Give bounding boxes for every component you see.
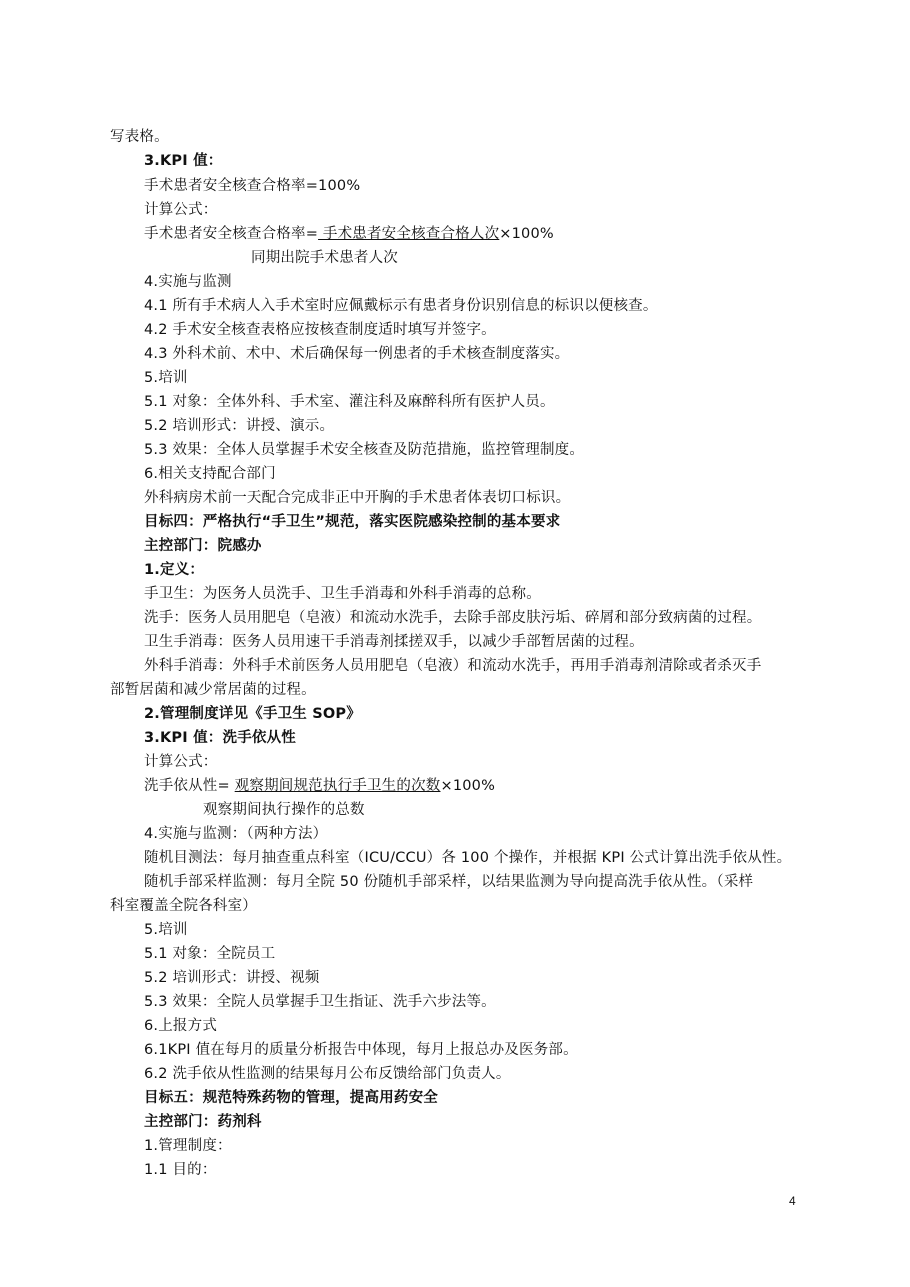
text-line: 1.管理制度：: [144, 1138, 232, 1154]
text-line: 5.3 效果：全院人员掌握手卫生指证、洗手六步法等。: [144, 994, 496, 1010]
text-line: 科室覆盖全院各科室）: [110, 898, 257, 914]
text-line: 同期出院手术患者人次: [251, 250, 398, 266]
heading-line: 目标四：严格执行“手卫生”规范，落实医院感染控制的基本要求: [144, 514, 561, 530]
text-line: 4.1 所有手术病人入手术室时应佩戴标示有患者身份识别信息的标识以便核查。: [144, 298, 658, 314]
heading-line: 主控部门：院感办: [144, 538, 262, 554]
page-number: 4: [789, 1194, 796, 1208]
text-line: 5.培训: [144, 922, 188, 938]
text-line: 5.2 培训形式：讲授、视频: [144, 970, 320, 986]
text-line: 随机目测法：每月抽查重点科室（ICU/CCU）各 100 个操作，并根据 KPI 公式计算出洗手依从性。: [144, 850, 792, 866]
formula-text: ×100%: [499, 226, 554, 242]
text-line: 4.2 手术安全核查表格应按核查制度适时填写并签字。: [144, 322, 496, 338]
text-line: 卫生手消毒：医务人员用速干手消毒剂揉搓双手，以减少手部暂居菌的过程。: [144, 634, 644, 650]
text-line: 6.相关支持配合部门: [144, 466, 276, 482]
text-line: 5.3 效果：全体人员掌握手术安全核查及防范措施，监控管理制度。: [144, 442, 585, 458]
text-line: 计算公式：: [144, 202, 218, 218]
formula-text: 手术患者安全核查合格率=: [144, 226, 319, 242]
text-line: [144, 776, 495, 796]
text-line: 5.培训: [144, 370, 188, 386]
text-line: 计算公式：: [144, 754, 218, 770]
text-line: 5.2 培训形式：讲授、演示。: [144, 418, 335, 434]
heading-line: 1.定义：: [144, 562, 205, 578]
formula-numerator: 手术患者安全核查合格人次: [318, 226, 500, 242]
formula-text: 洗手依从性=: [144, 778, 235, 794]
text-line: 随机手部采样监测：每月全院 50 份随机手部采样，以结果监测为导向提高洗手依从性。（采样: [144, 874, 754, 890]
heading-line: 目标五：规范特殊药物的管理，提高用药安全: [144, 1090, 438, 1106]
text-line: 洗手：医务人员用肥皂（皂液）和流动水洗手，去除手部皮肤污垢、碎屑和部分致病菌的过程。: [144, 610, 762, 626]
text-line: 4.实施与监测: [144, 274, 232, 290]
text-line: 外科病房术前一天配合完成非正中开胸的手术患者体表切口标识。: [144, 490, 571, 506]
text-line: 观察期间执行操作的总数: [203, 802, 365, 818]
heading-line: 2.管理制度详见《手卫生 SOP》: [144, 706, 361, 722]
text-line: 外科手消毒：外科手术前医务人员用肥皂（皂液）和流动水洗手，再用手消毒剂清除或者杀灭手: [144, 658, 762, 674]
text-line: [144, 224, 554, 244]
text-line: 5.1 对象：全体外科、手术室、灌注科及麻醉科所有医护人员。: [144, 394, 555, 410]
formula-text: ×100%: [440, 778, 496, 794]
text-line: 写表格。: [110, 129, 169, 145]
text-line: 5.1 对象：全院员工: [144, 946, 276, 962]
formula-numerator: 观察期间规范执行手卫生的次数: [234, 778, 441, 794]
heading-line: 3.KPI 值：洗手依从性: [144, 730, 297, 746]
heading-line: 主控部门：药剂科: [144, 1114, 262, 1130]
text-line: 6.2 洗手依从性监测的结果每月公布反馈给部门负责人。: [144, 1066, 511, 1082]
text-line: 手卫生：为医务人员洗手、卫生手消毒和外科手消毒的总称。: [144, 586, 541, 602]
text-line: 6.上报方式: [144, 1018, 218, 1034]
text-line: 1.1 目的：: [144, 1162, 217, 1178]
text-line: 6.1KPI 值在每月的质量分析报告中体现，每月上报总办及医务部。: [144, 1042, 578, 1058]
text-line: 4.3 外科术前、术中、术后确保每一例患者的手术核查制度落实。: [144, 346, 570, 362]
text-line: 4.实施与监测：（两种方法）: [144, 826, 328, 842]
text-line: 手术患者安全核查合格率=100%: [144, 178, 361, 194]
heading-line: 3.KPI 值：: [144, 153, 223, 169]
text-line: 部暂居菌和减少常居菌的过程。: [110, 682, 316, 698]
